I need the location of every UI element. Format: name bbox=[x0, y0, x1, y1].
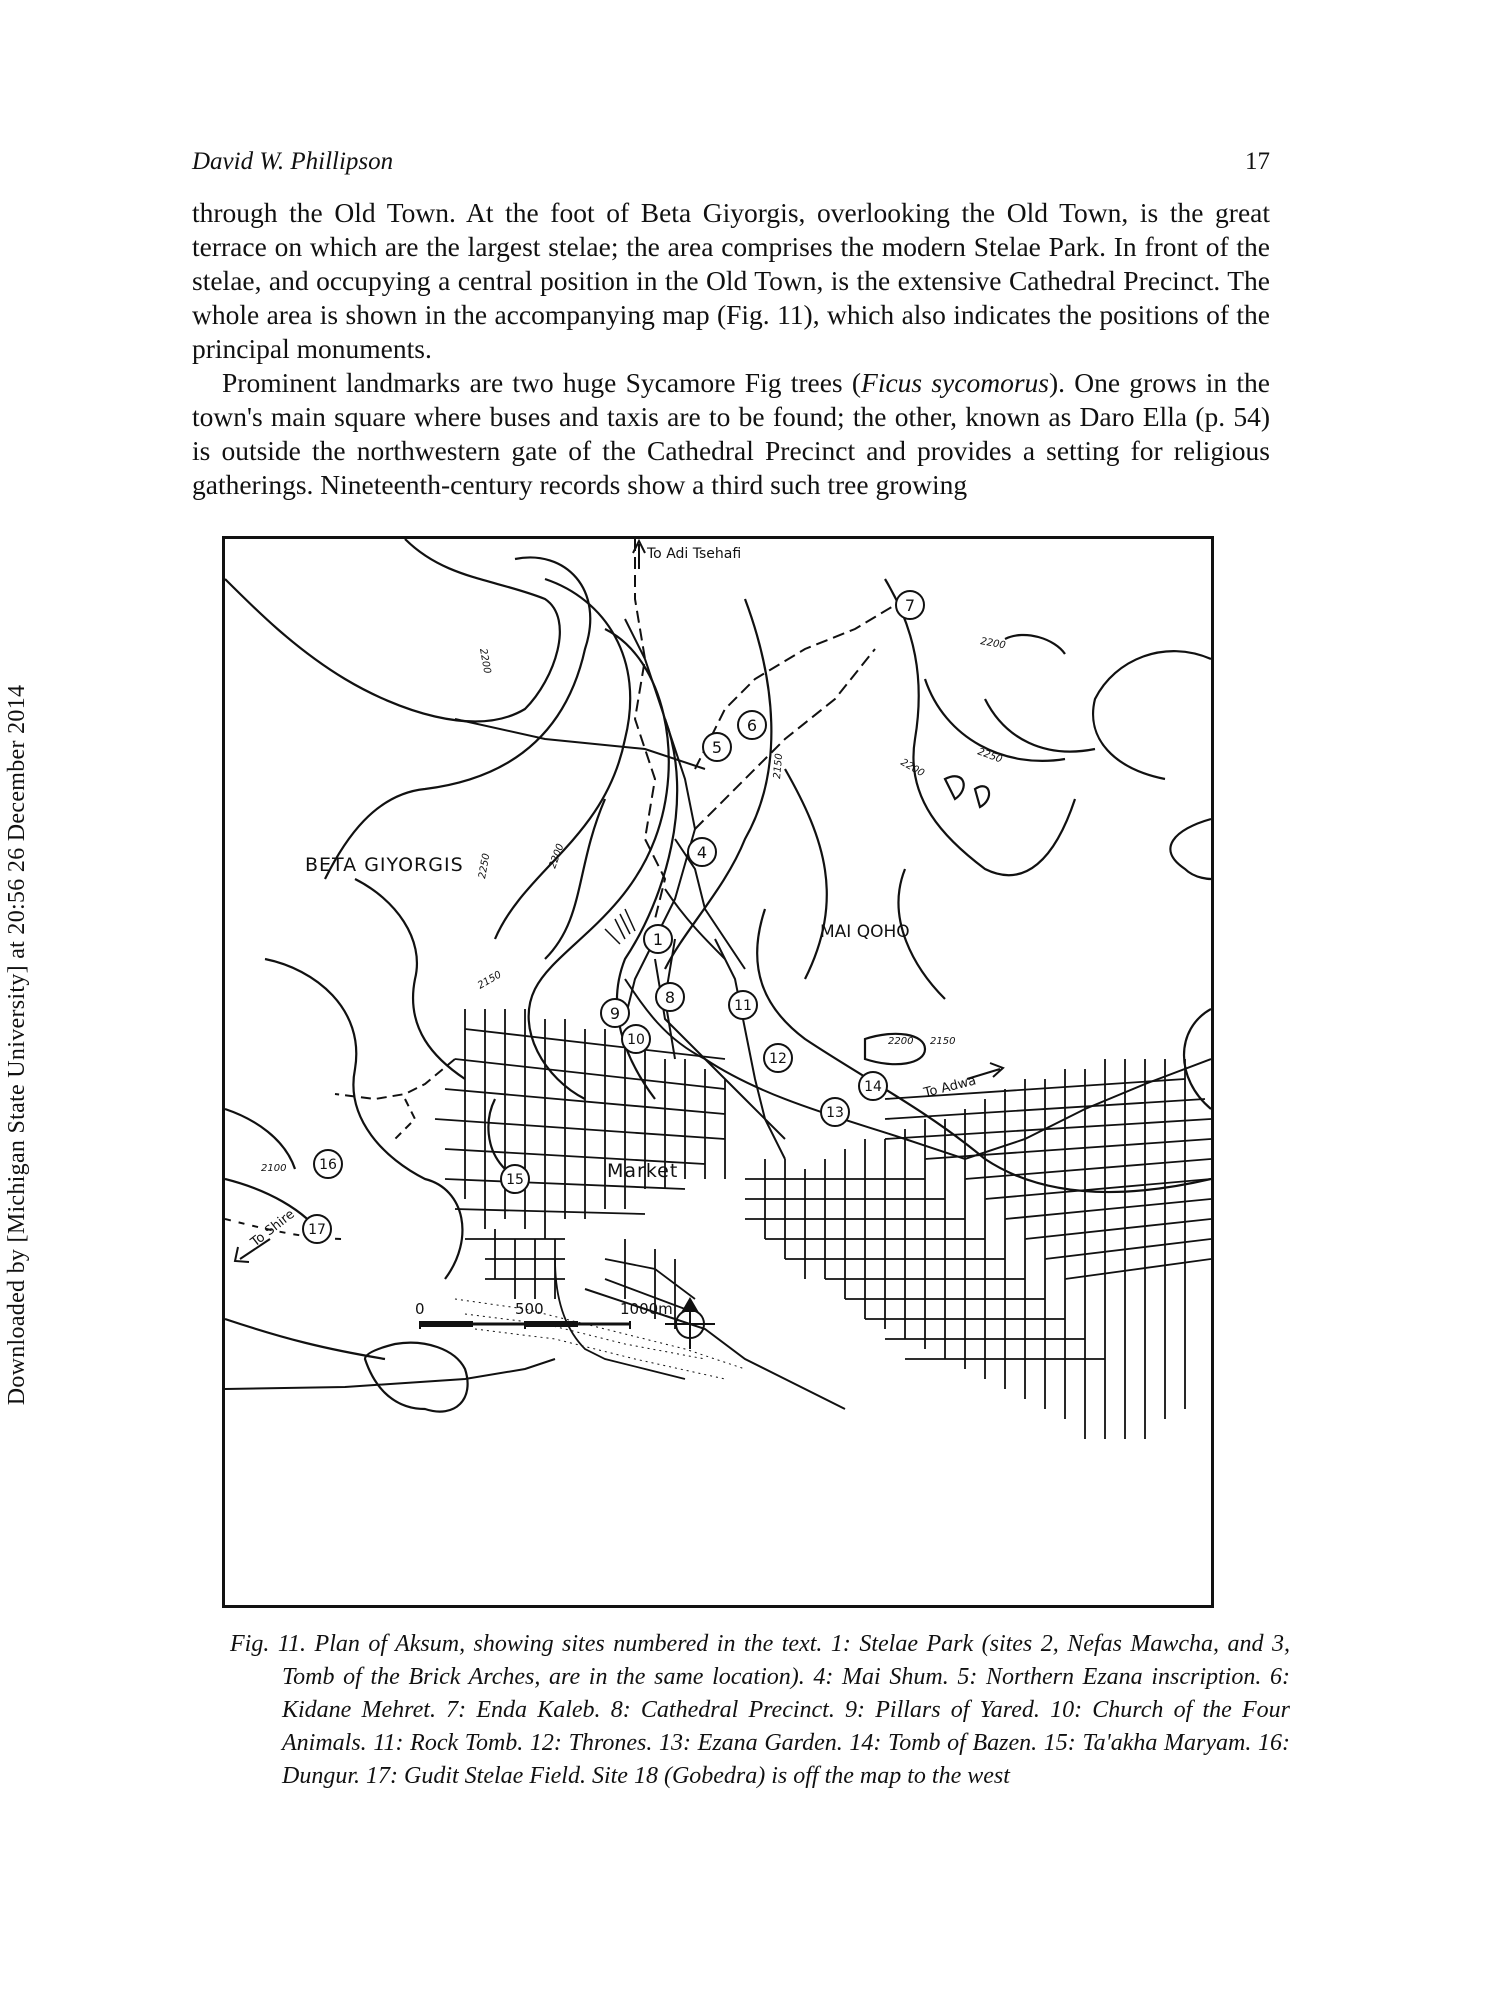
contour-label-2250-b: 2250 bbox=[975, 746, 1004, 766]
figure-caption bbox=[230, 1628, 1290, 1793]
running-head bbox=[192, 148, 1270, 182]
contour-label-2100: 2100 bbox=[261, 1163, 287, 1174]
page-number: 17 bbox=[1245, 148, 1270, 175]
site-number-7: 7 bbox=[904, 596, 916, 615]
site-number-5: 5 bbox=[711, 738, 723, 757]
aksum-map bbox=[225, 539, 1211, 1605]
scale-zero: 0 bbox=[415, 1300, 425, 1318]
site-number-15: 15 bbox=[506, 1172, 524, 1188]
site-number-4: 4 bbox=[696, 843, 708, 862]
beta-giyorgis-label: BETA GIYORGIS bbox=[305, 854, 464, 876]
scale-bar bbox=[420, 1321, 630, 1329]
mai-qoho-label: MAI QOHO bbox=[820, 922, 910, 942]
contour-label-2200-c: 2200 bbox=[898, 757, 927, 780]
site-number-6: 6 bbox=[746, 716, 758, 735]
stream-bed bbox=[455, 1299, 745, 1379]
author-name: David W. Phillipson bbox=[192, 148, 394, 175]
to-shire-label: To Shire bbox=[248, 1206, 298, 1251]
body-text bbox=[192, 196, 1270, 502]
site-number-9: 9 bbox=[609, 1004, 621, 1023]
contour-label-2200-b: 2200 bbox=[547, 842, 567, 871]
roads bbox=[225, 539, 1211, 1409]
site-markers bbox=[303, 591, 924, 1243]
site-number-8: 8 bbox=[664, 988, 676, 1007]
contour-label-2200-a: 2200 bbox=[477, 647, 493, 675]
site-number-1: 1 bbox=[652, 930, 664, 949]
scale-labels bbox=[415, 1300, 673, 1318]
contour-lines bbox=[225, 539, 1211, 1412]
contour-label-2250-a: 2250 bbox=[477, 852, 493, 880]
map-figure bbox=[222, 536, 1214, 1608]
contour-labels bbox=[261, 636, 1006, 1174]
site-number-13: 13 bbox=[826, 1105, 844, 1121]
site-number-16: 16 bbox=[319, 1157, 337, 1173]
market-label: Market bbox=[607, 1160, 679, 1182]
paragraph-2-italic: Ficus sycomorus bbox=[861, 367, 1049, 398]
paragraph-2-end: ). One grows in the town's main square where buses and taxis are to be found; the other, known as Daro Ella (p. 54) is outside the northwestern gate of the Cathedral Precinct and provides a setting for religious gatherings. Nineteenth-century records show a third such tree growing bbox=[192, 367, 1270, 500]
site-number-10: 10 bbox=[627, 1032, 645, 1048]
place-labels bbox=[247, 546, 977, 1251]
figure-caption-text: Plan of Aksum, showing sites numbered in the text. 1: Stelae Park (sites 2, Nefas Mawcha, and 3, Tomb of the Brick Arches, are in the same location). 4: Mai Shum. 5: Northern Ezana inscription. 6: Kidane Mehret. 7: Enda Kaleb. 8: Cathedral Precinct. 9: Pillars of Yared. 10: Church of the Four Animals. 11: Rock Tomb. 12: Thrones. 13: Ezana Garden. 14: Tomb of Bazen. 15: Ta'akha Maryam. 16: Dungur. 17: Gudit Stelae Field. Site 18 (Gobedra) is off the map to the west bbox=[282, 1631, 1291, 1789]
contour-label-2150-b: 2150 bbox=[476, 969, 504, 992]
contour-label-2150-c: 2150 bbox=[930, 1036, 956, 1047]
arrow-adwa bbox=[967, 1063, 1003, 1079]
ridge-hatching bbox=[605, 909, 635, 944]
to-adwa-label: To Adwa bbox=[922, 1073, 978, 1101]
site-number-14: 14 bbox=[864, 1079, 882, 1095]
contour-label-2200-d: 2200 bbox=[888, 1036, 914, 1047]
scale-end: 1000m bbox=[620, 1300, 673, 1318]
figure-number: Fig. 11. bbox=[230, 1631, 307, 1657]
paragraph-2-start: Prominent landmarks are two huge Sycamore Fig trees ( bbox=[222, 367, 862, 398]
contour-label-2200-e: 2200 bbox=[979, 636, 1007, 652]
site-number-11: 11 bbox=[734, 998, 752, 1014]
download-notice-text: Downloaded by [Michigan State University] at 20:56 26 December 2014 bbox=[4, 684, 30, 1406]
to-adi-tsehafi-label: To Adi Tsehafi bbox=[647, 546, 742, 562]
scale-mid: 500 bbox=[515, 1300, 544, 1318]
contour-label-2150-a: 2150 bbox=[772, 752, 786, 780]
site-number-17: 17 bbox=[308, 1222, 326, 1238]
site-number-12: 12 bbox=[769, 1051, 787, 1067]
paragraph-1: through the Old Town. At the foot of Beta Giyorgis, overlooking the Old Town, is the great terrace on which are the largest stelae; the area comprises the modern Stelae Park. In front of the stelae, and occupying a central position in the Old Town, is the extensive Cathedral Precinct. The whole area is shown in the accompanying map (Fig. 11), which also indicates the positions of the principal monuments. bbox=[192, 197, 1270, 364]
paragraph-2 bbox=[192, 366, 1270, 502]
